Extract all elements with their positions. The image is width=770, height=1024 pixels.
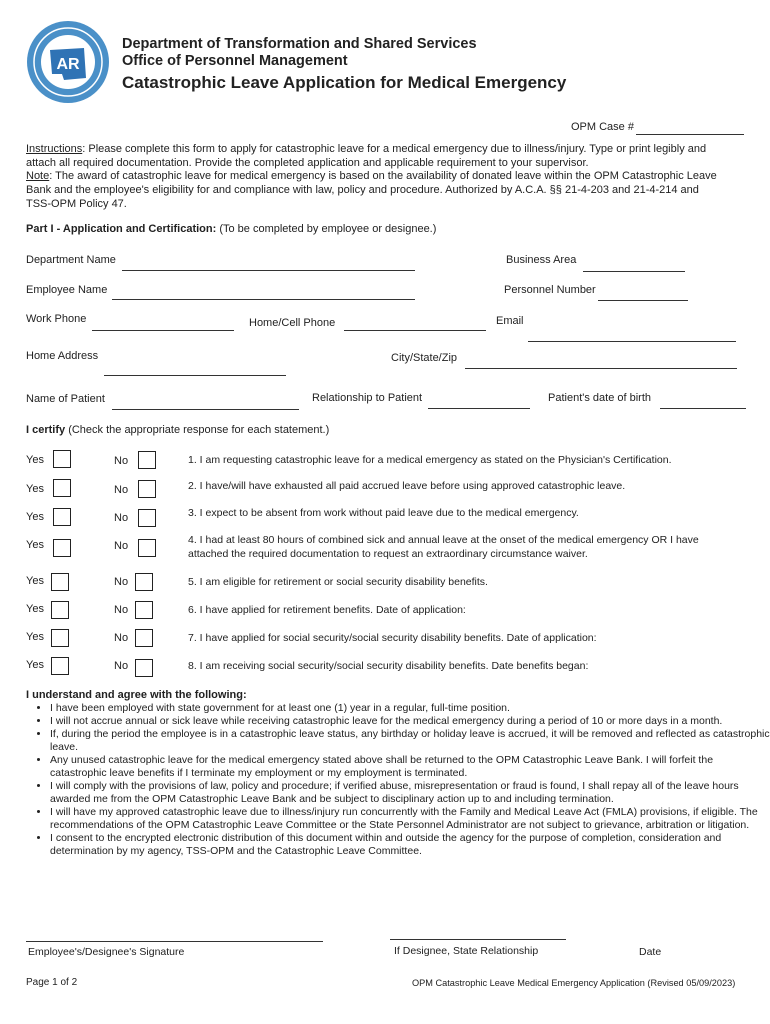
patient-dob-field[interactable] — [660, 408, 746, 409]
note-line-3: TSS-OPM Policy 47. — [26, 198, 127, 210]
home-address-label: Home Address — [26, 350, 99, 362]
name-of-patient-label: Name of Patient — [26, 393, 105, 405]
no-label: No — [114, 540, 129, 552]
yes-checkbox-4[interactable] — [53, 539, 71, 557]
no-checkbox-4[interactable] — [138, 539, 156, 557]
no-label: No — [114, 484, 129, 496]
home-cell-phone-field[interactable] — [344, 330, 486, 331]
agree-item-2: • I will not accrue annual or sick leave while receiving catastrophic leave for the medical emergency during a period of 10 or more days in a month. — [50, 715, 770, 728]
statement-6: 6. I have applied for retirement benefits. Date of application: — [188, 604, 466, 616]
agree-item-6: • I will have my approved catastrophic leave due to illness/injury run concurrently with the Family and Medical Leave Act (FMLA) provisions, if eligible. The recommendations of the OPM Catastrophic Leave Committee or the State Personnel Administrator are not subject to grievance, arbitration or litigation. — [50, 806, 770, 832]
statement-4-continued: attached the required documentation to request an extraordinary circumstance waiver. — [188, 548, 588, 560]
designee-relationship-field[interactable] — [390, 939, 566, 940]
agree-item-5: • I will comply with the provisions of law, policy and procedure; if verified abuse, misrepresentation or fraud is found, I shall repay all of the leave hours awarded me from the OPM Catastrophic Leave Bank and be subject to disciplinary action up to and including termination. — [50, 780, 770, 806]
yes-checkbox-1[interactable] — [53, 450, 71, 468]
work-phone-label: Work Phone — [26, 313, 87, 325]
agree-item-3: • If, during the period the employee is in a catastrophic leave status, any birthday or holiday leave is accrued, it will be removed and reflected as catastrophic leave. — [50, 728, 770, 754]
email-label: Email — [496, 315, 524, 327]
statement-2: 2. I have/will have exhausted all paid accrued leave before using approved catastrophic leave. — [188, 480, 626, 492]
no-label: No — [114, 660, 129, 672]
statement-8: 8. I am receiving social security/social security disability benefits. Date benefits began: — [188, 660, 589, 672]
statement-4: 4. I had at least 80 hours of combined sick and annual leave at the onset of the medical emergency OR I have — [188, 534, 699, 546]
no-label: No — [114, 512, 129, 524]
no-label: No — [114, 455, 129, 467]
no-checkbox-3[interactable] — [138, 509, 156, 527]
no-label: No — [114, 632, 129, 644]
relationship-to-patient-label: Relationship to Patient — [312, 392, 423, 404]
yes-checkbox-7[interactable] — [51, 629, 69, 647]
yes-label: Yes — [26, 454, 44, 466]
employee-signature-field[interactable] — [26, 941, 323, 942]
yes-label: Yes — [26, 483, 44, 495]
yes-label: Yes — [26, 575, 44, 587]
patient-dob-label: Patient's date of birth — [548, 392, 651, 404]
yes-checkbox-6[interactable] — [51, 601, 69, 619]
part1-heading: Part I - Application and Certification: (To be completed by employee or designee.) — [26, 223, 437, 235]
statement-3: 3. I expect to be absent from work without paid leave due to the medical emergency. — [188, 507, 579, 519]
form-title: Catastrophic Leave Application for Medical Emergency — [122, 73, 567, 92]
date-label: Date — [639, 946, 662, 958]
employee-name-label: Employee Name — [26, 284, 108, 296]
certify-heading: I certify (Check the appropriate response for each statement.) — [26, 424, 330, 436]
yes-label: Yes — [26, 539, 44, 551]
no-checkbox-5[interactable] — [135, 573, 153, 591]
no-label: No — [114, 604, 129, 616]
home-address-field[interactable] — [104, 375, 286, 376]
personnel-number-label: Personnel Number — [504, 284, 596, 296]
home-cell-phone-label: Home/Cell Phone — [249, 317, 336, 329]
no-checkbox-7[interactable] — [135, 629, 153, 647]
yes-label: Yes — [26, 659, 44, 671]
department-name-label: Department Name — [26, 254, 116, 266]
no-checkbox-6[interactable] — [135, 601, 153, 619]
business-area-field[interactable] — [583, 271, 685, 272]
yes-checkbox-3[interactable] — [53, 508, 71, 526]
agree-list — [26, 702, 770, 858]
personnel-number-field[interactable] — [598, 300, 688, 301]
yes-label: Yes — [26, 631, 44, 643]
form-identifier: OPM Catastrophic Leave Medical Emergency Application (Revised 05/09/2023) — [412, 978, 736, 988]
note-line-2: Bank and the employee's eligibility for and compliance with law, policy and procedure. Authorized by A.C.A. §§ 21-4-203 and 21-4-214 and — [26, 184, 699, 196]
svg-text:AR: AR — [56, 56, 80, 73]
no-checkbox-8[interactable] — [135, 659, 153, 677]
opm-case-label: OPM Case # — [571, 121, 634, 133]
statement-7: 7. I have applied for social security/social security disability benefits. Date of application: — [188, 632, 597, 644]
statement-1: 1. I am requesting catastrophic leave for a medical emergency as stated on the Physician's Certification. — [188, 454, 672, 466]
agree-item-4: • Any unused catastrophic leave for the medical emergency stated above shall be returned to the OPM Catastrophic Leave Bank. I will forfeit the catastrophic leave benefits if I terminate my employment or my employment is terminated. — [50, 754, 770, 780]
instructions-line-1: Instructions: Please complete this form to apply for catastrophic leave for a medical emergency due to illness/injury. Type or print legibly and — [26, 143, 707, 155]
email-field[interactable] — [528, 341, 736, 342]
arkansas-seal-logo — [26, 20, 110, 104]
name-of-patient-field[interactable] — [112, 409, 299, 410]
agree-heading: I understand and agree with the following: — [26, 689, 247, 701]
opm-case-field[interactable] — [636, 134, 744, 135]
no-label: No — [114, 576, 129, 588]
agree-item-1: • I have been employed with state government for at least one (1) year in a regular, full-time position. — [50, 702, 770, 715]
yes-label: Yes — [26, 511, 44, 523]
employee-signature-label: Employee's/Designee's Signature — [28, 946, 185, 958]
yes-checkbox-2[interactable] — [53, 479, 71, 497]
work-phone-field[interactable] — [92, 330, 234, 331]
office-title: Office of Personnel Management — [122, 53, 348, 69]
city-state-zip-label: City/State/Zip — [391, 352, 458, 364]
yes-label: Yes — [26, 603, 44, 615]
employee-name-field[interactable] — [112, 299, 415, 300]
yes-checkbox-8[interactable] — [51, 657, 69, 675]
department-title: Department of Transformation and Shared Services — [122, 36, 477, 52]
yes-checkbox-5[interactable] — [51, 573, 69, 591]
relationship-to-patient-field[interactable] — [428, 408, 530, 409]
instructions-line-2: attach all required documentation. Provide the completed application and applicable requirement to your supervisor. — [26, 157, 589, 169]
business-area-label: Business Area — [506, 254, 577, 266]
note-line-1: Note: The award of catastrophic leave for medical emergency is based on the availability of donated leave within the OPM Catastrophic Leave — [26, 170, 717, 182]
agree-item-7: • I consent to the encrypted electronic distribution of this document within and outside the agency for the purpose of completion, consideration and determination by my agency, TSS-OPM and the Catastrophic Leave Committee. — [50, 832, 770, 858]
statement-5: 5. I am eligible for retirement or social security disability benefits. — [188, 576, 488, 588]
no-checkbox-1[interactable] — [138, 451, 156, 469]
no-checkbox-2[interactable] — [138, 480, 156, 498]
page-number: Page 1 of 2 — [26, 977, 78, 988]
department-name-field[interactable] — [122, 270, 415, 271]
designee-relationship-label: If Designee, State Relationship — [394, 945, 539, 957]
city-state-zip-field[interactable] — [465, 368, 737, 369]
